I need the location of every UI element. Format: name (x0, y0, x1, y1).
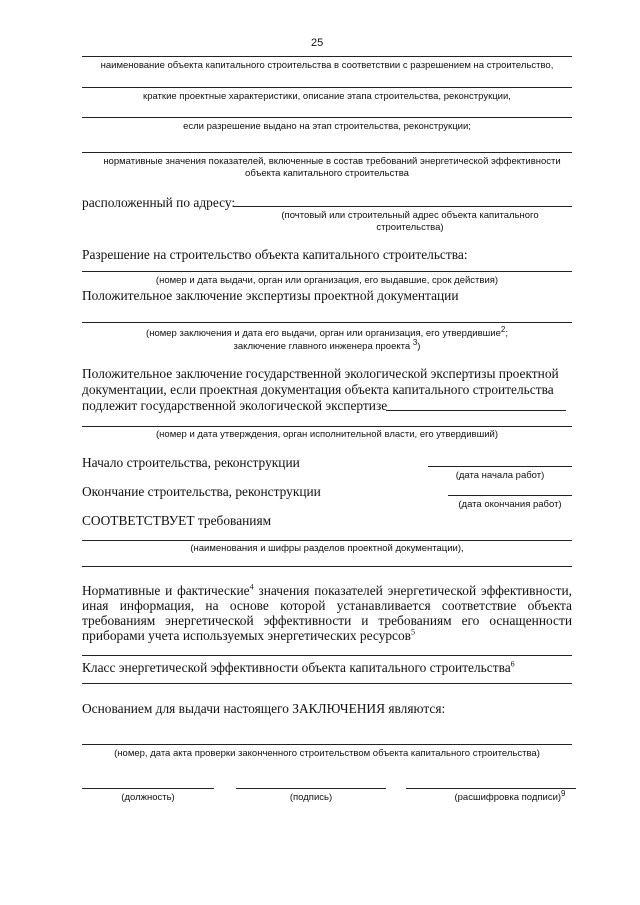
caption-normative-line2: объекта капитального строительства (245, 168, 409, 179)
eco-text-line3: подлежит государственной экологической экспертизе (82, 398, 388, 413)
address-input-line[interactable] (233, 206, 572, 207)
address-label: расположенный по адресу: (82, 195, 236, 210)
caption-object-name: наименование объекта капитального строительства в соответствии с разрешением на строительство, (100, 60, 554, 71)
permit-label: Разрешение на строительство объекта капитального строительства: (82, 247, 468, 262)
caption-start-date: (дата начала работ) (455, 470, 545, 481)
energy-class-label: Класс энергетической эффективности объекта капитального строительства$^6$ (82, 659, 515, 675)
eco-input-line-short[interactable] (386, 410, 566, 411)
signature-decoding-line[interactable] (406, 788, 576, 789)
energy-class-line[interactable] (82, 683, 572, 684)
caption-end-date: (дата окончания работ) (458, 499, 562, 510)
energy-paragraph: Нормативные и фактические$^4$ значения показателей энергетической эффективности, иная информация, на основе которой устанавливается соответствие объекта требованиям энергетической эффективности и требованиям его оснащенности приборами учета используемых энергетических ресурсов$^5$ (82, 582, 572, 643)
caption-sections: (наименования и шифры разделов проектной документации), (190, 543, 464, 554)
permit-input-line[interactable] (82, 271, 572, 272)
end-date-line[interactable] (448, 495, 572, 496)
basis-label: Основанием для выдачи настоящего ЗАКЛЮЧЕНИЯ являются: (82, 701, 446, 716)
page-number: 25 (311, 37, 324, 49)
eco-input-line[interactable] (82, 426, 572, 427)
eco-text-line1: Положительное заключение государственной экологической экспертизы проектной (82, 366, 559, 381)
caption-address-line2: строительства) (376, 222, 444, 233)
end-label: Окончание строительства, реконструкции (82, 484, 321, 499)
caption-signature: (подпись) (289, 792, 333, 803)
fill-line-object-name[interactable] (82, 56, 572, 57)
start-date-line[interactable] (428, 466, 572, 467)
act-input-line[interactable] (82, 744, 572, 745)
caption-expertise-line1: (номер заключения и дата его выдачи, орган или организация, его утвердившие$^2$; (146, 324, 508, 339)
fill-line-stage[interactable] (82, 117, 572, 118)
fill-line-normative[interactable] (82, 152, 572, 153)
caption-if-stage: если разрешение выдано на этап строительства, реконструкции; (183, 121, 471, 132)
caption-address-line1: (почтовый или строительный адрес объекта капитального (281, 210, 539, 221)
caption-normative-line1: нормативные значения показателей, включенные в состав требований энергетической эффективности (103, 156, 561, 167)
caption-eco-approval: (номер и дата утверждения, орган исполнительной власти, его утвердивший) (156, 429, 498, 440)
signature-line[interactable] (236, 788, 386, 789)
eco-text-line2: документации, если проектная документация объекта капитального строительства (82, 382, 554, 397)
fill-line-characteristics[interactable] (82, 87, 572, 88)
expertise-input-line[interactable] (82, 322, 572, 323)
caption-permit: (номер и дата выдачи, орган или организация, его выдавшие, срок действия) (155, 275, 499, 286)
conforms-label: СООТВЕТСТВУЕТ требованиям (82, 513, 272, 528)
caption-signature-decoding: (расшифровка подписи)$^9$ (454, 788, 566, 803)
caption-short-characteristics: краткие проектные характеристики, описание этапа строительства, реконструкции, (143, 91, 511, 102)
caption-position: (должность) (121, 792, 175, 803)
caption-expertise-line2: заключение главного инженера проекта $^3$) (233, 337, 421, 352)
expertise-label: Положительное заключение экспертизы проектной документации (82, 288, 459, 303)
position-line[interactable] (82, 788, 214, 789)
start-label: Начало строительства, реконструкции (82, 455, 300, 470)
energy-input-line[interactable] (82, 655, 572, 656)
sections-input-line[interactable] (82, 540, 572, 541)
sections-input-line-2[interactable] (82, 566, 572, 567)
caption-act: (номер, дата акта проверки законченного строительством объекта капитального строительства) (114, 748, 540, 759)
